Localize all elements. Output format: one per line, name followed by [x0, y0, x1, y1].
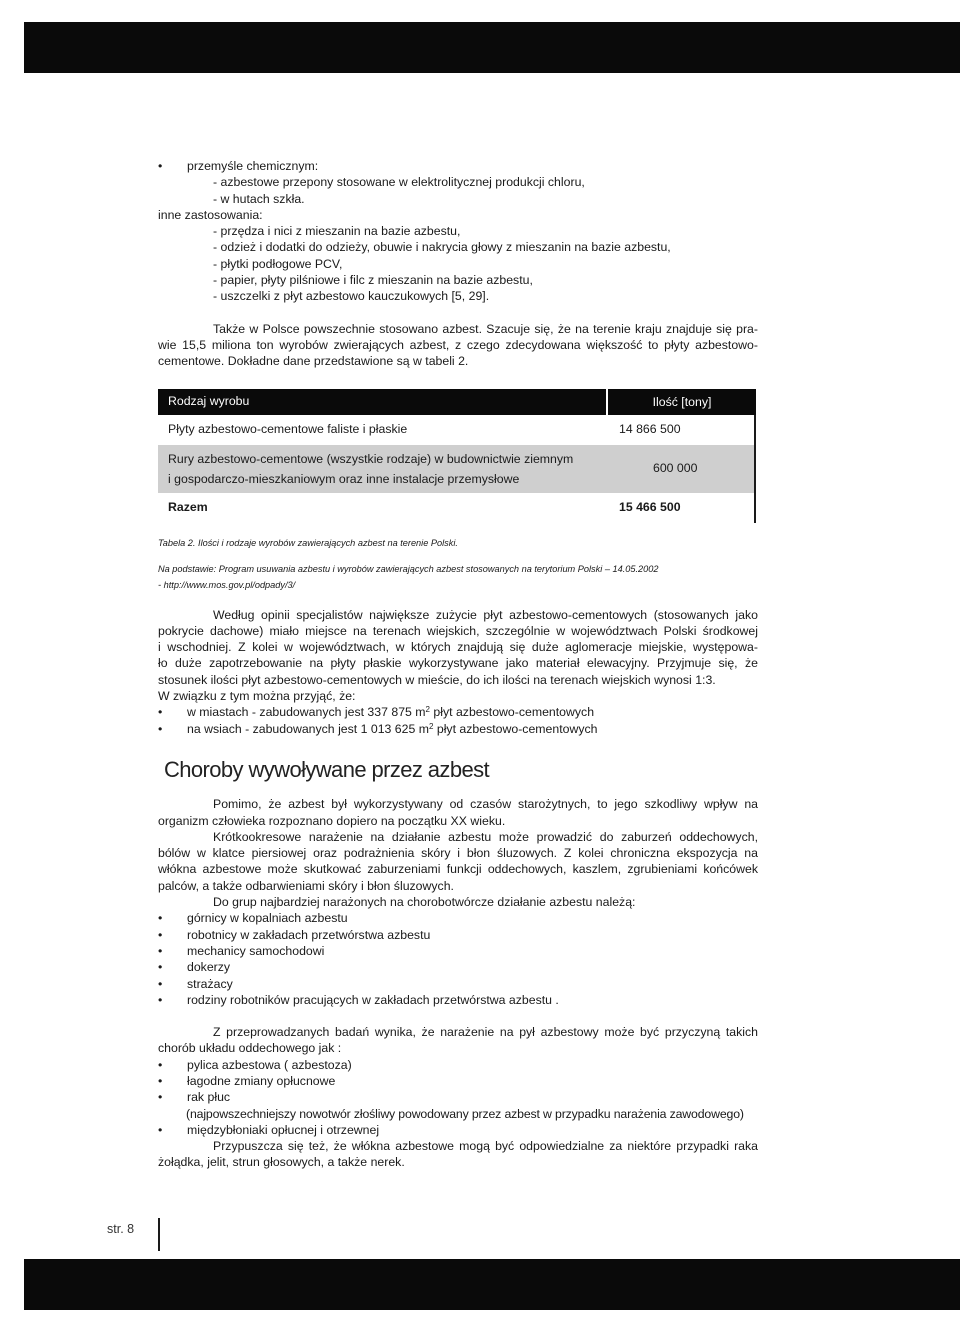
list-item: - odzież i dodatki do odzieży, obuwie i nakrycia głowy z mieszanin na bazie azbestu, [213, 240, 671, 255]
footer-bar [24, 1259, 960, 1310]
paragraph-line: Także w Polsce powszechnie stosowano azbest. Szacuje się, że na terenie kraju znajduje się pra- [213, 321, 758, 336]
total-value: 15 466 500 [619, 500, 681, 515]
paragraph-line: pokrycie dachowe) miało miejsce na terenach wiejskich, szczególnie w województwach Polski środkowej [158, 623, 758, 638]
list-item: - płytki podłogowe PCV, [213, 256, 343, 271]
list-item: - uszczelki z płyt azbestowo kauczukowych [5, 29]. [213, 289, 490, 304]
paragraph-line: organizm człowieka rozpoznano dopiero na początku XX wieku. [158, 813, 506, 828]
paragraph-line: chorób układu oddechowego jak : [158, 1041, 342, 1056]
paragraph-line: i wschodniej. Z kolei w województwach, w których znajdują się duże aglomeracje miejskie, występowa- [158, 640, 758, 655]
header-product-type: Rodzaj wyrobu [168, 394, 250, 409]
paragraph-line: wie 15,5 miliona ton wyrobów zwierających azbest, z czego zdecydowana większość to płyty azbestowo- [158, 337, 758, 352]
table-row [158, 415, 756, 445]
list-item: • strażacy [158, 976, 758, 992]
list-item: • górnicy w kopalniach azbestu [158, 910, 758, 926]
list-item: • pylica azbestowa ( azbestoza) [158, 1057, 758, 1073]
paragraph-line: cementowe. Dokładne dane przedstawione są w tabeli 2. [158, 354, 469, 369]
header-quantity: Ilość [tony] [606, 389, 756, 415]
bullet-cities: • w miastach - zabudowanych jest 337 875 $m^2$ płyt azbestowo-cementowych [158, 704, 758, 720]
row-value: 600 000 [653, 461, 698, 476]
footer-divider [158, 1218, 160, 1251]
list-item: - azbestowe przepony stosowane w elektrolitycznej produkcji chloru, [213, 175, 585, 190]
paragraph-line: włókna azbestowe może skutkować zaburzeniami funkcji oddechowych, kaszlem, zgrubieniami końcówek [158, 862, 758, 877]
table-total-row [158, 493, 756, 523]
total-label: Razem [168, 500, 208, 515]
row-label [158, 449, 616, 489]
paragraph-line: Do grup najbardziej narażonych na chorobotwórcze działanie azbestu należą: [213, 895, 636, 910]
paragraph-line: Pomimo, że azbest był wykorzystywany od czasów starożytnych, to jego szkodliwy wpływ na [213, 797, 758, 812]
row-label: Płyty azbestowo-cementowe faliste i płaskie [168, 422, 408, 437]
bullet-villages: • na wsiach - zabudowanych jest 1 013 625 $m^2$ płyt azbestowo-cementowych [158, 721, 758, 737]
list-item: • robotnicy w zakładach przetwórstwa azbestu [158, 927, 758, 943]
table-header [158, 389, 756, 415]
paragraph-line: Przypuszcza się też, że włókna azbestowe mogą być odpowiedzialne za niektóre przypadki raka [213, 1139, 758, 1154]
paragraph-line: palców, a także odbarwieniami skóry i błon śluzowych. [158, 878, 454, 893]
source-url: - http://www.mos.gov.pl/odpady/3/ [158, 579, 296, 590]
list-item: • międzybłoniaki opłucnej i otrzewnej [158, 1122, 758, 1138]
list-item: • łagodne zmiany opłucnowe [158, 1073, 758, 1089]
list-item: - w hutach szkła. [213, 191, 305, 206]
list-item: • mechanicy samochodowi [158, 943, 758, 959]
list-item: - przędza i nici z mieszanin na bazie azbestu, [213, 224, 461, 239]
table-row [158, 445, 756, 493]
header-bar [24, 22, 960, 73]
paragraph-line: Z przeprowadzanych badań wynika, że narażenie na pył azbestowy może być przyczyną takich [213, 1025, 758, 1040]
row-label-line: i gospodarczo-mieszkaniowym oraz inne instalacje przemysłowe [168, 471, 520, 486]
table-caption: Tabela 2. Ilości i rodzaje wyrobów zawierających azbest na terenie Polski. [158, 537, 458, 548]
page-content [158, 158, 758, 1171]
other-uses-heading: inne zastosowania: [158, 207, 263, 222]
paragraph-line: Według opinii specjalistów największe zużycie płyt azbestowo-cementowych (stosowanych jako [213, 607, 758, 622]
list-item: • dokerzy [158, 959, 758, 975]
paragraph-line: bólów w klatce piersiowej oraz podrażnienia skóry i błon śluzowych. Z kolei chroniczna ekspozycja na [158, 846, 758, 861]
section-title: Choroby wywoływane przez azbest [164, 756, 489, 782]
source-reference: Na podstawie: Program usuwania azbestu i wyrobów zawierających azbest stosowanych na terytorium Polski – 14.05.2002 [158, 563, 659, 574]
list-item-note: (najpowszechniejszy nowotwór złośliwy powodowany przez azbest w przypadku narażenia zawodowego) [186, 1106, 744, 1121]
paragraph-line: stosunek ilości płyt azbestowo-cementowych w mieście, do ich ilości na terenach wiejskich wynosi 1:3. [158, 672, 716, 687]
paragraph-line: ło duże zapotrzebowanie na płyty płaskie wykorzystywane jako materiał elewacyjny. Przyjmuje się, że [158, 656, 758, 671]
list-item: • rodziny robotników pracujących w zakładach przetwórstwa azbestu . [158, 992, 758, 1008]
row-value: 14 866 500 [619, 422, 681, 437]
paragraph-line: żołądka, jelit, strun głosowych, a także nerek. [158, 1155, 405, 1170]
paragraph-line: Krótkookresowe narażenie na działanie azbestu może prowadzić do zaburzeń oddechowych, [213, 829, 758, 844]
bullet-chemical-industry: • przemyśle chemicznym: [158, 158, 758, 174]
asbestos-products-table [158, 389, 756, 523]
list-item: • rak płuc [158, 1089, 758, 1105]
row-label-line: Rury azbestowo-cementowe (wszystkie rodzaje) w budownictwie ziemnym [168, 451, 574, 466]
paragraph-line: W związku z tym można przyjąć, że: [158, 689, 356, 704]
list-item: - papier, płyty pilśniowe i filc z mieszanin na bazie azbestu, [213, 273, 533, 288]
page-number: str. 8 [107, 1222, 135, 1236]
